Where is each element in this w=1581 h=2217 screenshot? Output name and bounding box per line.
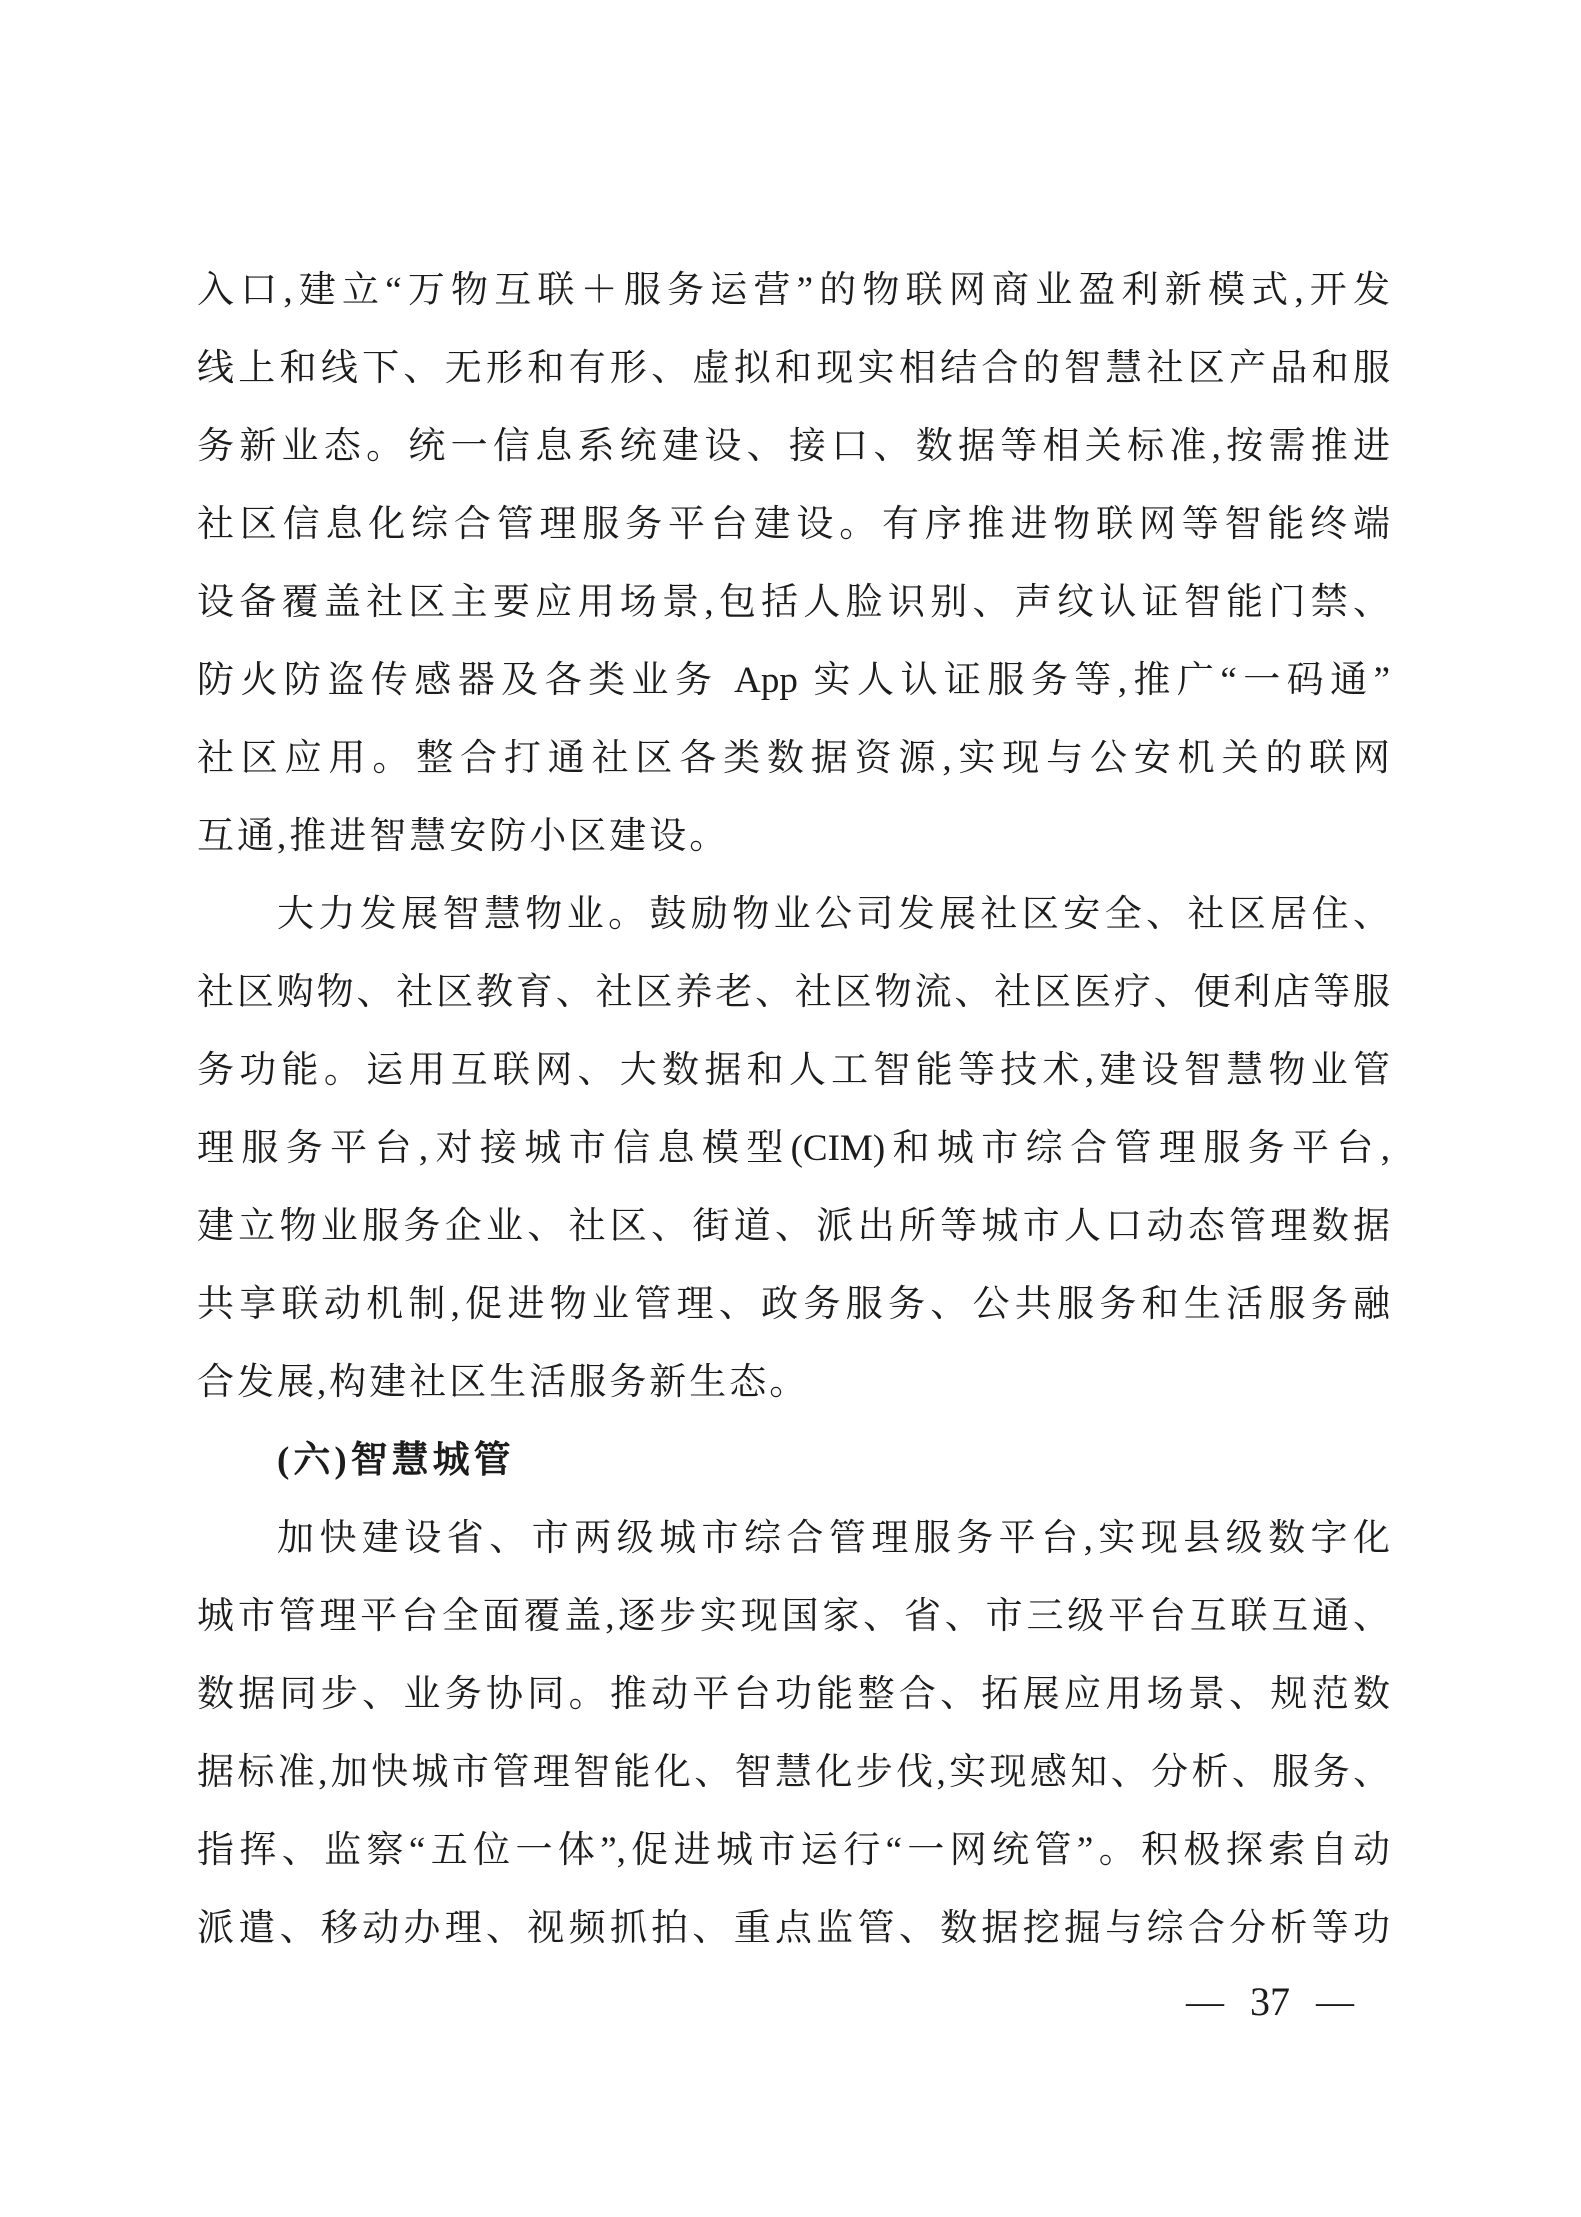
body-line: 派遣、移动办理、视频抓拍、重点监管、数据挖掘与综合分析等功	[197, 1908, 1390, 1949]
body-line: 理服务平台,对接城市信息模型(CIM)和城市综合管理服务平台,	[197, 1128, 1390, 1169]
page-footer	[1186, 1978, 1354, 2026]
body-line: 社区购物、社区教育、社区养老、社区物流、社区医疗、便利店等服	[197, 972, 1390, 1013]
body-line: 入口,建立“万物互联＋服务运营”的物联网商业盈利新模式,开发	[197, 270, 1390, 311]
page-number: 37	[1250, 1979, 1290, 2024]
document-body	[197, 252, 1390, 1968]
section-heading: (六)智慧城管	[277, 1440, 515, 1481]
body-line: 共享联动机制,促进物业管理、政务服务、公共服务和生活服务融	[197, 1284, 1390, 1325]
body-line: 社区应用。整合打通社区各类数据资源,实现与公安机关的联网	[197, 738, 1390, 779]
body-line: 务功能。运用互联网、大数据和人工智能等技术,建设智慧物业管	[197, 1050, 1390, 1091]
body-line: 合发展,构建社区生活服务新生态。	[197, 1362, 810, 1403]
body-line: 务新业态。统一信息系统建设、接口、数据等相关标准,按需推进	[197, 426, 1390, 467]
footer-dash-right: —	[1316, 1981, 1354, 2023]
body-line: 加快建设省、市两级城市综合管理服务平台,实现县级数字化	[277, 1518, 1390, 1559]
body-line: 大力发展智慧物业。鼓励物业公司发展社区安全、社区居住、	[277, 894, 1390, 935]
body-line: 指挥、监察“五位一体”,促进城市运行“一网统管”。积极探索自动	[197, 1830, 1390, 1871]
body-line: 社区信息化综合管理服务平台建设。有序推进物联网等智能终端	[197, 504, 1390, 545]
body-line: 建立物业服务企业、社区、街道、派出所等城市人口动态管理数据	[197, 1206, 1390, 1247]
body-line: 线上和线下、无形和有形、虚拟和现实相结合的智慧社区产品和服	[197, 348, 1390, 389]
body-line: 互通,推进智慧安防小区建设。	[197, 816, 730, 857]
body-line: 城市管理平台全面覆盖,逐步实现国家、省、市三级平台互联互通、	[197, 1596, 1390, 1637]
body-line: 据标准,加快城市管理智能化、智慧化步伐,实现感知、分析、服务、	[197, 1752, 1390, 1793]
body-line: 设备覆盖社区主要应用场景,包括人脸识别、声纹认证智能门禁、	[197, 582, 1390, 623]
footer-dash-left: —	[1186, 1981, 1224, 2023]
body-line: 防火防盗传感器及各类业务 App 实人认证服务等,推广“一码通”	[197, 660, 1390, 701]
body-line: 数据同步、业务协同。推动平台功能整合、拓展应用场景、规范数	[197, 1674, 1390, 1715]
